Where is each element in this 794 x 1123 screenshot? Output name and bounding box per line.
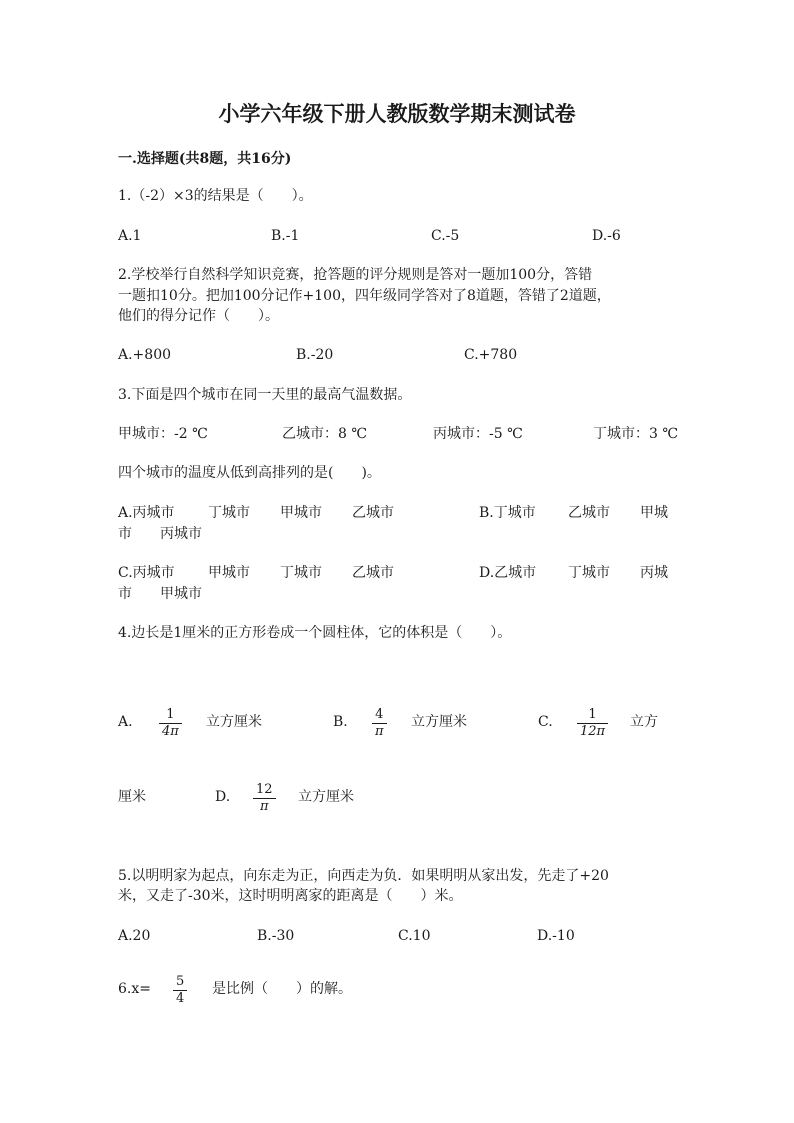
question-3-prompt: 四个城市的温度从低到高排列的是( )。 xyxy=(118,465,381,481)
question-6-fraction xyxy=(173,975,187,1006)
q3-d-item: 丙城 xyxy=(640,565,668,581)
q3-c-item: 乙城市 xyxy=(352,565,394,581)
q3-d-item: 甲城市 xyxy=(160,586,202,602)
fraction-denominator: π xyxy=(375,724,384,739)
fraction-denominator: 4π xyxy=(162,724,179,739)
fraction-denominator: 4 xyxy=(176,991,185,1006)
q1-option-c[interactable]: C.-5 xyxy=(431,228,460,244)
q2-option-b[interactable]: B.-20 xyxy=(296,347,334,363)
q4-option-b-label[interactable]: B. xyxy=(333,714,348,730)
fraction-numerator: 1 xyxy=(588,707,597,722)
q4-option-c-label[interactable]: C. xyxy=(538,714,553,730)
q4-option-a-unit: 立方厘米 xyxy=(206,714,262,730)
temp-city-jia: 甲城市：-2 ℃ xyxy=(118,426,208,442)
q5-option-d[interactable]: D.-10 xyxy=(537,928,575,944)
fraction-numerator: 1 xyxy=(166,707,175,722)
q3-b-item: B.丁城市 xyxy=(479,505,536,521)
q4-option-a-label[interactable]: A. xyxy=(118,714,133,730)
section-heading: 一.选择题(共8题，共16分) xyxy=(118,151,292,167)
question-2-line-2: 一题扣10分。把加100分记作+100，四年级同学答对了8道题，答错了2道题， xyxy=(118,288,611,304)
temp-city-ding: 丁城市：3 ℃ xyxy=(593,426,679,442)
question-1-text: 1.（-2）×3的结果是（ ）。 xyxy=(118,188,313,204)
q5-option-a[interactable]: A.20 xyxy=(118,928,151,944)
q4-option-d-fraction xyxy=(253,783,276,814)
q3-b-item: 乙城市 xyxy=(568,505,610,521)
question-4-text: 4.边长是1厘米的正方形卷成一个圆柱体，它的体积是（ ）。 xyxy=(118,625,512,641)
q3-a-item: 丁城市 xyxy=(208,505,250,521)
question-2-line-1: 2.学校举行自然科学知识竞赛，抢答题的评分规则是答对一题加100分，答错 xyxy=(118,267,593,283)
question-6-suffix: 是比例（ ）的解。 xyxy=(212,981,352,997)
q4-option-b-fraction xyxy=(372,708,387,739)
fraction-denominator: π xyxy=(260,799,269,814)
question-5-line-1: 5.以明明家为起点，向东走为正，向西走为负．如果明明从家出发，先走了+20 xyxy=(118,868,609,884)
q3-c-item: C.丙城市 xyxy=(118,565,175,581)
q2-option-c[interactable]: C.+780 xyxy=(464,347,518,363)
q3-b-item: 甲城 xyxy=(640,505,668,521)
q4-option-c-unit-wrap: 厘米 xyxy=(118,789,146,805)
question-5-line-2: 米，又走了-30米，这时明明离家的距离是（ ）米。 xyxy=(118,888,463,904)
q3-a-item: A.丙城市 xyxy=(118,505,175,521)
q3-d-item: 丁城市 xyxy=(568,565,610,581)
q5-option-c[interactable]: C.10 xyxy=(398,928,431,944)
q2-option-a[interactable]: A.+800 xyxy=(118,347,172,363)
q4-option-c-fraction xyxy=(577,708,608,739)
fraction-numerator: 4 xyxy=(375,707,384,722)
q1-option-d[interactable]: D.-6 xyxy=(592,228,621,244)
q3-d-item: D.乙城市 xyxy=(479,565,537,581)
temp-city-bing: 丙城市：-5 ℃ xyxy=(433,426,523,442)
q4-option-d-label[interactable]: D. xyxy=(215,789,231,805)
page-title: 小学六年级下册人教版数学期末测试卷 xyxy=(218,101,576,126)
q3-c-item: 甲城市 xyxy=(208,565,250,581)
q5-option-b[interactable]: B.-30 xyxy=(257,928,295,944)
q1-option-b[interactable]: B.-1 xyxy=(271,228,300,244)
q1-option-a[interactable]: A.1 xyxy=(118,228,142,244)
q4-option-d-unit: 立方厘米 xyxy=(298,789,354,805)
question-6-prefix: 6.x= xyxy=(118,981,151,997)
q3-b-item-wrap: 市 xyxy=(118,526,132,542)
q4-option-a-fraction xyxy=(159,708,182,739)
fraction-numerator: 12 xyxy=(256,782,273,797)
q4-option-b-unit: 立方厘米 xyxy=(411,714,467,730)
q3-b-item: 丙城市 xyxy=(160,526,202,542)
q3-d-item-wrap: 市 xyxy=(118,586,132,602)
q3-a-item: 甲城市 xyxy=(280,505,322,521)
question-2-line-3: 他们的得分记作（ ）。 xyxy=(118,308,279,324)
question-3-text: 3.下面是四个城市在同一天里的最高气温数据。 xyxy=(118,387,412,403)
temp-city-yi: 乙城市：8 ℃ xyxy=(282,426,368,442)
fraction-denominator: 12π xyxy=(580,724,606,739)
fraction-numerator: 5 xyxy=(176,974,185,989)
q3-c-item: 丁城市 xyxy=(280,565,322,581)
q4-option-c-unit: 立方 xyxy=(630,714,658,730)
q3-a-item: 乙城市 xyxy=(352,505,394,521)
